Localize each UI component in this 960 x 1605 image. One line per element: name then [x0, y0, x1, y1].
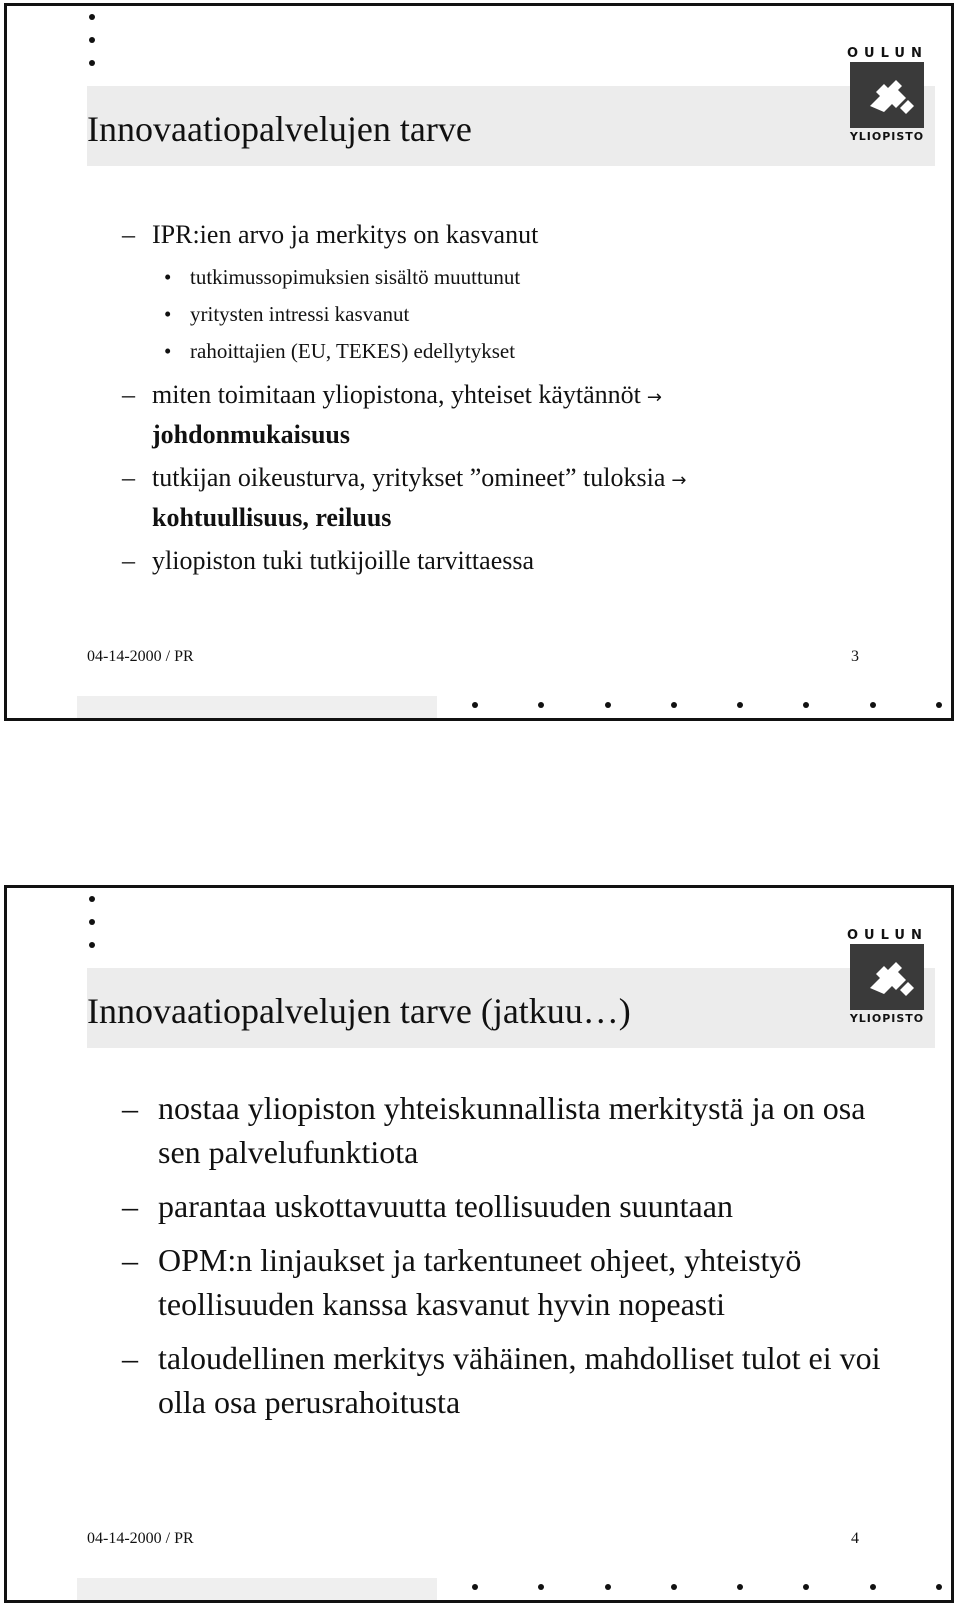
item-text: taloudellinen merkitys vähäinen, mahdolliset tulot ei voi olla osa perusrahoitusta — [158, 1340, 881, 1420]
list-item — [122, 376, 882, 453]
item-text: yliopiston tuki tutkijoille tarvittaessa — [152, 546, 535, 575]
slide-3 — [4, 3, 954, 721]
item-text: nostaa yliopiston yhteiskunnallista merkitystä ja on osa sen palvelufunktiota — [158, 1090, 866, 1170]
list-item — [122, 542, 882, 579]
list-item — [122, 459, 882, 536]
sub-item — [164, 333, 882, 370]
arrow-right-icon: → — [671, 470, 687, 491]
dash-marker: – — [122, 380, 135, 409]
slide-title: Innovaatiopalvelujen tarve — [87, 109, 472, 149]
dash-marker: – — [122, 220, 135, 249]
list-item — [122, 1184, 882, 1228]
dash-marker: – — [122, 1340, 138, 1376]
slide-title: Innovaatiopalvelujen tarve (jatkuu…) — [87, 991, 631, 1031]
footer-date: 04-14-2000 / PR — [87, 648, 194, 665]
list-item — [122, 216, 882, 253]
sub-item — [164, 296, 882, 333]
title-band — [87, 968, 935, 1048]
logo-bottom-text: YLIOPISTO — [849, 1012, 925, 1025]
sub-item-text: rahoittajien (EU, TEKES) edellytykset — [190, 339, 516, 363]
corner-dots — [89, 14, 101, 83]
title-band — [87, 86, 935, 166]
slide-4 — [4, 885, 954, 1603]
dash-marker: – — [122, 1090, 138, 1126]
item-text: IPR:ien arvo ja merkitys on kasvanut — [152, 220, 539, 249]
logo-top-text: OULUN — [847, 46, 928, 61]
list-item — [122, 1238, 882, 1326]
dash-marker: – — [122, 1188, 138, 1224]
puzzle-logo-icon — [850, 62, 924, 128]
list-item — [122, 1336, 882, 1424]
sub-item-text: tutkimussopimuksien sisältö muuttunut — [190, 265, 521, 289]
page-number: 4 — [851, 1530, 859, 1547]
item-text: miten toimitaan yliopistona, yhteiset käytännöt — [152, 380, 641, 409]
dash-marker: – — [122, 463, 135, 492]
item-text: tutkijan oikeusturva, yritykset ”omineet” tuloksia — [152, 463, 666, 492]
footer-band — [77, 696, 437, 718]
list-item — [122, 1086, 882, 1174]
corner-dots — [89, 896, 101, 965]
dash-marker: – — [122, 546, 135, 575]
item-text: OPM:n linjaukset ja tarkentuneet ohjeet, yhteistyö teollisuuden kanssa kasvanut hyvin nopeasti — [158, 1242, 802, 1322]
footer-dots — [472, 1584, 942, 1592]
sub-item — [164, 259, 882, 296]
item-emphasis: kohtuullisuus, reiluus — [152, 503, 392, 532]
bullet-marker: • — [164, 339, 172, 363]
footer-dots — [472, 702, 942, 710]
university-logo — [847, 46, 927, 146]
footer-band — [77, 1578, 437, 1600]
sub-item-text: yritysten intressi kasvanut — [190, 302, 410, 326]
item-emphasis: johdonmukaisuus — [152, 420, 350, 449]
logo-bottom-text: YLIOPISTO — [849, 130, 925, 143]
bullet-list — [122, 1086, 882, 1434]
logo-top-text: OULUN — [847, 928, 928, 943]
bullet-list — [122, 216, 882, 585]
bullet-marker: • — [164, 265, 172, 289]
arrow-right-icon: → — [646, 387, 662, 408]
page-number: 3 — [851, 648, 859, 665]
bullet-marker: • — [164, 302, 172, 326]
puzzle-logo-icon — [850, 944, 924, 1010]
dash-marker: – — [122, 1242, 138, 1278]
university-logo — [847, 928, 927, 1028]
footer-date: 04-14-2000 / PR — [87, 1530, 194, 1547]
item-text: parantaa uskottavuutta teollisuuden suuntaan — [158, 1188, 733, 1224]
